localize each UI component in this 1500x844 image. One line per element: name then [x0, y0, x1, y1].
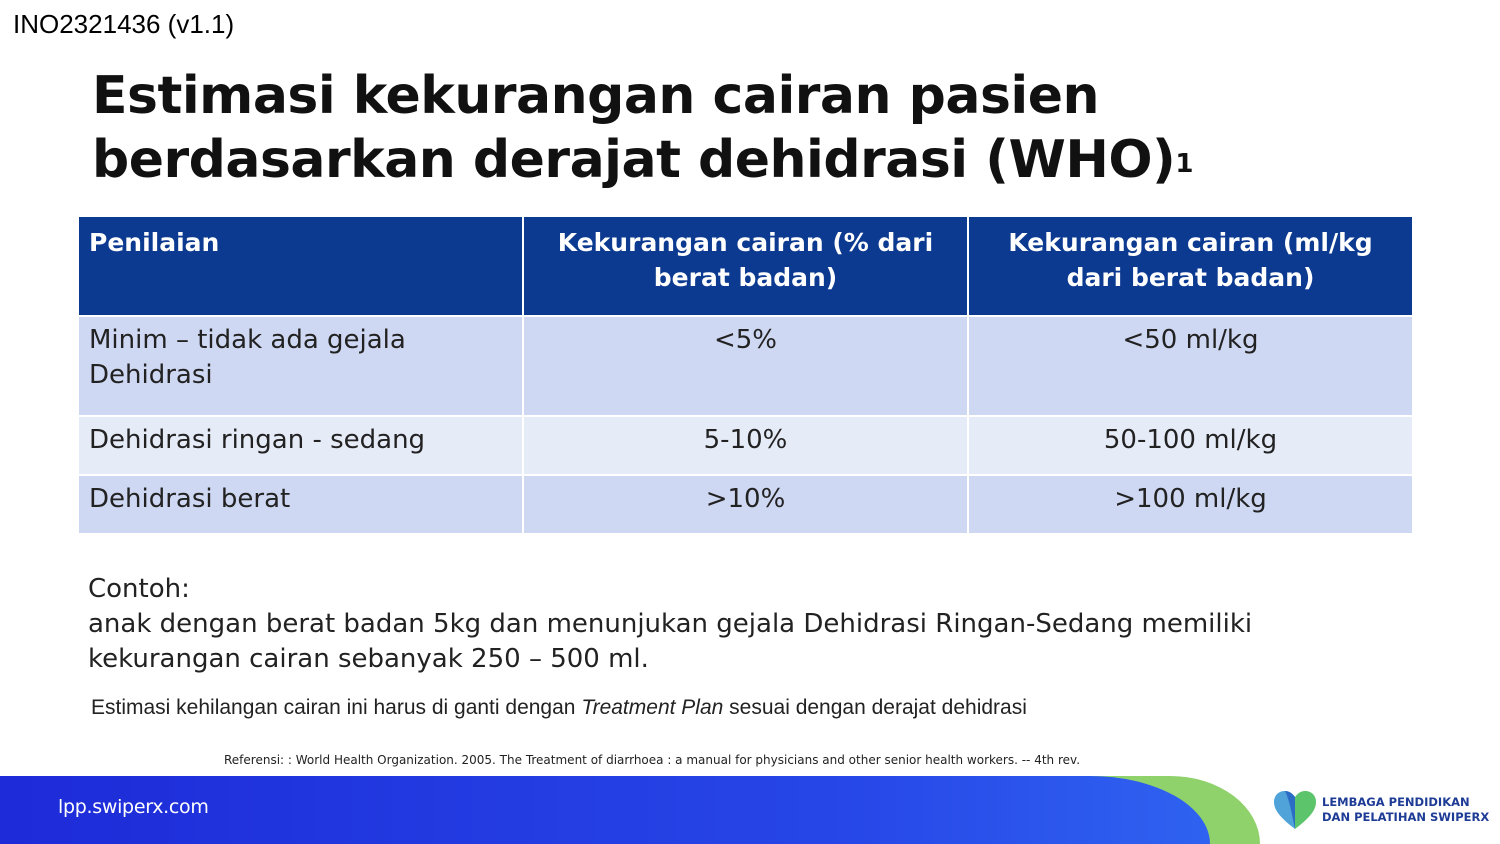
slide-title-text: Estimasi kekurangan cairan pasien berdasarkan derajat dehidrasi (WHO) [92, 66, 1176, 190]
cell-mlkg: <50 ml/kg [968, 316, 1413, 416]
heart-shield-icon [1272, 789, 1318, 831]
note-before: Estimasi kehilangan cairan ini harus di ganti dengan [91, 696, 582, 719]
header-penilaian: Penilaian [78, 216, 523, 316]
cell-assessment: Dehidrasi ringan - sedang [78, 416, 523, 475]
example-text: anak dengan berat badan 5kg dan menunjukan gejala Dehidrasi Ringan-Sedang memiliki kekurangan cairan sebanyak 250 – 500 ml. [88, 609, 1253, 674]
note-after: sesuai dengan derajat dehidrasi [723, 696, 1027, 719]
slide-title [92, 64, 1392, 192]
header-percent-deficit: Kekurangan cairan (% dari berat badan) [523, 216, 968, 316]
cell-percent: <5% [523, 316, 968, 416]
reference-text: Referensi: : World Health Organization. 2005. The Treatment of diarrhoea : a manual for physicians and other senior health workers. -- 4th rev. [224, 753, 1081, 767]
title-superscript: 1 [1175, 149, 1193, 179]
example-label: Contoh: [88, 574, 190, 604]
cell-percent: 5-10% [523, 416, 968, 475]
logo-text [1322, 795, 1489, 825]
table-row [78, 316, 1413, 416]
dehydration-table [77, 215, 1414, 535]
cell-mlkg: 50-100 ml/kg [968, 416, 1413, 475]
example-block [88, 572, 1388, 677]
logo-line-1: LEMBAGA PENDIDIKAN [1322, 795, 1470, 809]
table-header-row [78, 216, 1413, 316]
cell-percent: >10% [523, 475, 968, 534]
cell-assessment: Minim – tidak ada gejala Dehidrasi [78, 316, 523, 416]
document-id: INO2321436 (v1.1) [13, 9, 235, 39]
treatment-note [91, 696, 1027, 720]
cell-mlkg: >100 ml/kg [968, 475, 1413, 534]
header-mlkg-deficit: Kekurangan cairan (ml/kg dari berat badan) [968, 216, 1413, 316]
cell-assessment: Dehidrasi berat [78, 475, 523, 534]
table-row [78, 416, 1413, 475]
note-italic: Treatment Plan [581, 696, 724, 719]
footer-url[interactable]: lpp.swiperx.com [58, 796, 209, 818]
table-row [78, 475, 1413, 534]
logo-line-2: DAN PELATIHAN SWIPERX [1322, 810, 1490, 824]
